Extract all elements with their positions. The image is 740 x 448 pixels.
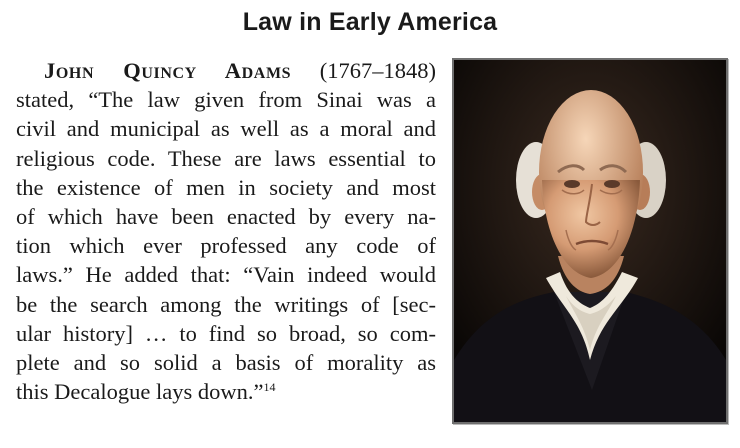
body-paragraph bbox=[16, 56, 436, 406]
text-line: stated, “The law given from Sinai was a bbox=[16, 87, 436, 113]
text-line: this Decalogue lays down.”$^{14}$ bbox=[16, 379, 276, 405]
text-line: plete and so solid a basis of morality as bbox=[16, 350, 436, 376]
text-line: ular history] … to find so broad, so com- bbox=[16, 320, 436, 346]
text-line: be the search among the writings of [sec- bbox=[16, 291, 436, 317]
portrait-illustration bbox=[454, 60, 726, 422]
page-title: Law in Early America bbox=[242, 8, 498, 36]
text-line: of which have been enacted by every na- bbox=[16, 204, 436, 230]
text-line: the existence of men in society and most bbox=[16, 174, 436, 200]
text-line: religious code. These are laws essential to bbox=[16, 145, 436, 171]
footnote-marker: 14 bbox=[263, 380, 276, 395]
text-line: laws.” He added that: “Vain indeed would bbox=[16, 262, 436, 288]
text-line: John Quincy Adams (1767–1848) bbox=[44, 58, 436, 83]
portrait-image bbox=[452, 58, 728, 424]
text-line: tion which ever professed any code of bbox=[16, 233, 436, 259]
text-line: civil and municipal as well as a moral and bbox=[16, 116, 436, 142]
person-name: John Quincy Adams bbox=[44, 58, 292, 83]
